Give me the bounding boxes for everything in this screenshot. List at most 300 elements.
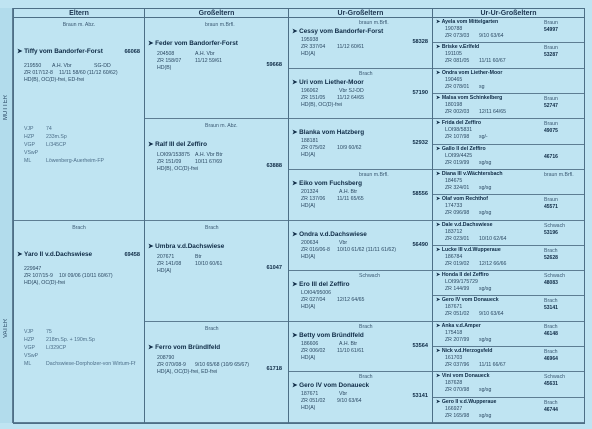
gggrandparent-dates: sg — [479, 83, 485, 90]
gggrandparent-name-text: Dale v.d.Dachswiese — [441, 221, 493, 228]
gggrandparent-name-text: Olaf vom Rechthof — [441, 196, 488, 203]
grandparent-name-text: Feder vom Bandorfer-Forst — [155, 40, 238, 47]
arrow-icon: ➤ — [292, 179, 298, 187]
grandparent-ahn: A.H. Vbr — [195, 51, 215, 57]
gggrandparent-name-text: Ayela vom Mittelgarten — [441, 19, 499, 25]
gggrandparent-stud: 52628 — [544, 254, 558, 261]
gggrandparent-stud: 53196 — [544, 229, 558, 236]
gggrandparent-dates: sg/sg — [479, 412, 492, 419]
gggrandparent-stud: 46716 — [544, 153, 558, 160]
arrow-icon: ➤ — [292, 230, 298, 238]
greatgrandparent-reg: LOI04/95006 — [301, 290, 331, 297]
grandparent-zr: ZR 158/07 — [157, 58, 182, 64]
grandparent-name — [148, 141, 207, 148]
header-grosseltern: Großeltern — [145, 9, 289, 18]
parent-ahn: A.H. Vbr — [52, 63, 72, 69]
mutter-label: MUTTER — [3, 95, 9, 121]
greatgrandparent-zr: ZR 006/02 — [301, 347, 326, 354]
greatgrandparent-stud: 57190 — [412, 89, 428, 96]
gggrandparent-dates: 11/11 66/67 — [479, 362, 506, 369]
greatgrandparent-hd: HD(A) — [301, 51, 316, 57]
gggrandparent-zr: ZR 144/99 — [445, 286, 470, 293]
parent-extra-key: VJP — [24, 328, 34, 335]
parent-reg: 229947 — [24, 265, 42, 272]
greatgrandparent-name — [292, 382, 369, 389]
header-ururgrosseltern: Ur-Ur-Großeltern — [433, 9, 584, 18]
gggrandparent-name — [436, 222, 492, 228]
greatgrandparent-hd: HD(A) — [301, 354, 316, 361]
gggrandparent-reg: 191105 — [445, 51, 462, 58]
greatgrandparent-dates: 11/12 64/65 — [337, 94, 365, 101]
greatgrandparent-reg: 186606 — [301, 340, 319, 347]
greatgrandparent-color: Schwach — [359, 273, 381, 280]
parents-column — [14, 18, 145, 423]
gggrandparent-cell — [433, 246, 584, 271]
gggrandparent-cell — [433, 69, 584, 94]
gggrandparent-zr: ZR 037/96 — [445, 362, 470, 369]
gggrandparent-cell — [433, 347, 584, 372]
arrow-icon: ➤ — [436, 145, 441, 152]
arrow-icon: ➤ — [148, 343, 154, 351]
arrow-icon: ➤ — [436, 398, 441, 405]
gggrandparent-name-text: Honda II del Zeffiro — [441, 272, 489, 279]
greatgrandparent-cell — [289, 69, 432, 120]
gggrandparent-dates: 9/10 63/64 — [479, 311, 504, 318]
parent-reg: 219550 — [24, 63, 42, 69]
greatgrandparent-reg: 188181 — [301, 138, 319, 145]
header-eltern: Eltern — [14, 9, 145, 18]
greatgrandparent-reg: 187671 — [301, 391, 319, 398]
greatgrandparent-reg: 200634 — [301, 239, 319, 246]
greatgrandparent-dates: 11/12 60/61 — [337, 44, 365, 50]
gggrandparent-stud: 48083 — [544, 280, 558, 287]
grandparent-color: Brach — [205, 325, 219, 332]
greatgrandparent-cell — [289, 322, 432, 373]
gggrandparent-name — [436, 95, 502, 101]
grandparent-cell — [145, 322, 288, 423]
greatgrandparent-cell — [289, 372, 432, 423]
greatgrandparent-dates: 9/10 63/64 — [337, 398, 362, 405]
parent-extra-key: HZP — [24, 134, 35, 140]
gggrandparent-reg: 166927 — [445, 405, 463, 412]
greatgrandparent-color: Brach — [359, 323, 373, 330]
arrow-icon: ➤ — [292, 78, 298, 86]
parent-extra-key: VSwP — [24, 150, 39, 156]
gggrandparent-zr: ZR 019/99 — [445, 159, 470, 166]
grandparent-hd: HD(B), OC(D)-frei — [157, 166, 199, 173]
gggrandparent-name — [436, 171, 503, 177]
gggrandparent-color: Schwach — [544, 222, 566, 229]
gggrandparent-zr: ZR 002/03 — [445, 108, 470, 115]
greatgrandparent-zr: ZR 075/02 — [301, 145, 326, 152]
gggrandparent-stud: 45631 — [544, 381, 558, 388]
gggrandparent-reg: 190465 — [445, 76, 463, 83]
side-strip — [0, 8, 13, 423]
greatgrandparent-zr: ZR 016/06-8 — [301, 246, 330, 253]
gggrandparent-reg: 190788 — [445, 26, 463, 32]
gggrandparent-reg: 161703 — [445, 355, 463, 362]
greatgrandparent-dates: 11/11 65/65 — [337, 195, 364, 202]
gggrandparent-name — [436, 120, 481, 126]
greatgrandparent-name-text: Betty vom Bründlfeld — [299, 331, 364, 339]
arrow-icon: ➤ — [436, 120, 441, 127]
parent-dates: 11/11 58/60 (11/12 60/62) — [59, 70, 118, 76]
arrow-icon: ➤ — [436, 170, 441, 177]
parent-name — [17, 251, 92, 258]
greatgrandparent-dates: 11/10 61/61 — [337, 347, 365, 354]
gggrandparent-color: braun m.Brfl. — [544, 171, 574, 178]
greatgrandparent-color: Brach — [359, 70, 373, 77]
greatgrandparent-name — [292, 79, 364, 86]
grandparent-name-text: Ferro vom Bründlfeld — [155, 343, 221, 351]
grandparent-zr: ZR 070/08-9 — [157, 361, 186, 368]
gggrandparent-cell — [433, 18, 584, 43]
grandparent-stud: 61718 — [266, 365, 282, 372]
gggrandparent-cell — [433, 322, 584, 347]
gggrandparent-zr: ZR 019/02 — [445, 260, 470, 267]
arrow-icon: ➤ — [148, 40, 154, 47]
gggrandparent-color: Braun — [544, 95, 558, 102]
gggrandparent-name — [436, 272, 489, 278]
gggrandparent-zr: ZR 023/01 — [445, 235, 470, 242]
parent-cell — [14, 18, 144, 221]
gggrandparent-cell — [433, 372, 584, 397]
header-urgrosseltern: Ur-Großeltern — [289, 9, 433, 18]
greatgrandparent-name-text: Eiko vom Fuchsberg — [299, 179, 362, 187]
grandparent-reg: 204508 — [157, 51, 175, 57]
greatgrandparent-name-text: Ero III del Zeffiro — [299, 281, 350, 289]
gggrandparent-name — [436, 146, 486, 152]
grandparent-zr: ZR 141/08 — [157, 260, 182, 267]
gggrandparent-stud: 46744 — [544, 406, 558, 413]
gggrandparent-zr: ZR 096/98 — [445, 210, 470, 217]
parent-name-text: Tiffy vom Bandorfer-Forst — [24, 48, 103, 55]
parent-extra-key: ML — [24, 158, 32, 164]
grandparent-hd: HD(A), OC(D)-frei, ED-frei — [157, 368, 218, 375]
gggrandparent-cell — [433, 296, 584, 321]
greatgrandparent-ahn: Vbr — [339, 239, 348, 246]
gggrandparent-color: Brach — [544, 399, 558, 406]
parent-score: SG-DD — [94, 63, 111, 69]
parent-stud: 66068 — [124, 49, 140, 55]
greatgrandparent-name — [292, 129, 364, 136]
arrow-icon: ➤ — [292, 382, 298, 390]
arrow-icon: ➤ — [17, 48, 23, 55]
gggrandparent-reg: 186784 — [445, 253, 463, 260]
grandparent-reg: 207671 — [157, 253, 175, 260]
parent-extra-key: VJP — [24, 126, 34, 132]
parent-extra-key: VGP — [24, 344, 35, 351]
gggrandparent-color: Brach — [544, 323, 558, 330]
gggrandparent-reg: LOI98/5831 — [445, 127, 473, 134]
gggrandparent-reg: LOI99/175729 — [445, 279, 478, 286]
gggrandparent-name-text: Gallo II del Zeffiro — [441, 145, 486, 152]
arrow-icon: ➤ — [436, 196, 441, 203]
gggrandparent-cell — [433, 221, 584, 246]
arrow-icon: ➤ — [292, 28, 298, 35]
grandparent-color: Brach — [205, 224, 219, 231]
greatgrandparent-reg: 196062 — [301, 87, 319, 94]
greatgrandparent-hd: HD(A) — [301, 304, 316, 311]
gggrandparent-dates: 10/10 62/64 — [479, 235, 507, 242]
greatgrandparent-color: Brach — [359, 374, 373, 381]
gggrandparent-name — [436, 297, 499, 303]
gggrandparent-reg: 175418 — [445, 329, 463, 336]
greatgrandparent-stud: 58556 — [412, 190, 428, 197]
greatgrandparent-name — [292, 180, 362, 187]
gggrandparent-name-text: Frida del Zeffiro — [441, 120, 482, 127]
arrow-icon: ➤ — [436, 348, 441, 355]
parent-zr: ZR 107/15-9 — [24, 272, 53, 279]
arrow-icon: ➤ — [436, 373, 441, 380]
gggrandparent-name-text: Anka v.d.Amper — [441, 322, 481, 329]
arrow-icon: ➤ — [436, 322, 441, 329]
gggrandparent-cell — [433, 43, 584, 68]
grandparent-stud: 59668 — [266, 62, 282, 68]
greatgrandparent-dates: 10/9 60/62 — [337, 145, 362, 152]
grandparent-name — [148, 243, 224, 250]
grandparent-dates: 10/11 67/69 — [195, 159, 223, 166]
parent-extra-val: Dachswiese-Dorpholzer-von Wirtum-Ff — [46, 360, 136, 367]
grandparent-ahn: Btr — [195, 253, 202, 260]
gggrandparent-stud: 53141 — [544, 305, 558, 312]
gggrandparent-name — [436, 323, 481, 329]
arrow-icon: ➤ — [436, 69, 441, 76]
arrow-icon: ➤ — [17, 250, 23, 258]
gggrandparent-stud: 52747 — [544, 102, 558, 109]
gggrandparent-name-text: Lucke III v.d.Wupperaue — [441, 246, 501, 253]
greatgrandparent-name-text: Blanka vom Hatzberg — [299, 129, 365, 137]
parent-zr: ZR 017/12-8 — [24, 70, 53, 76]
greatgrandparent-zr: ZR 051/02 — [301, 398, 326, 405]
grandparent-cell — [145, 221, 288, 322]
gggrandparent-dates: sg/sg — [479, 159, 492, 166]
pedigree-table — [13, 8, 585, 424]
gggrandparent-color: Schwach — [544, 374, 566, 381]
greatgrandparent-hd: HD(A) — [301, 253, 316, 260]
gggrandparent-dates: sg/sg — [479, 210, 492, 217]
gggrandparent-zr: ZR 070/98 — [445, 387, 470, 394]
greatgrandparent-reg: 195938 — [301, 37, 319, 43]
greatgrandparent-stud: 56490 — [412, 241, 428, 248]
gggrandparent-name — [436, 399, 496, 405]
greatgrandparent-name-text: Cessy vom Bandorfer-Forst — [299, 28, 384, 35]
gggrandparents-column — [433, 18, 584, 423]
grandparent-cell — [145, 119, 288, 220]
grandparent-cell — [145, 18, 288, 119]
greatgrandparent-ahn: Vbr — [339, 391, 348, 398]
gggrandparent-name — [436, 196, 488, 202]
gggrandparent-dates: 11/11 60/67 — [479, 58, 506, 65]
parent-name-text: Yaro II v.d.Dachswiese — [24, 250, 93, 258]
arrow-icon: ➤ — [292, 331, 298, 339]
greatgrandparent-hd: HD(A) — [301, 202, 316, 209]
gggrandparent-name — [436, 44, 479, 50]
greatgrandparent-cell — [289, 170, 432, 221]
gggrandparent-zr: ZR 324/01 — [445, 184, 470, 191]
greatgrandparent-dates: 12/12 64/65 — [337, 297, 365, 304]
greatgrandparent-dates: 10/10 61/62 (11/11 61/62) — [337, 246, 396, 253]
gggrandparent-reg: 174733 — [445, 203, 463, 210]
parent-hd: HD(B), OC(D)-frei, ED-frei — [24, 77, 85, 83]
gggrandparent-reg: LOI99/4425 — [445, 152, 473, 159]
gggrandparent-stud: 54997 — [544, 27, 558, 33]
grandparents-column — [145, 18, 289, 423]
arrow-icon: ➤ — [436, 272, 441, 279]
arrow-icon: ➤ — [436, 221, 441, 228]
parent-name — [17, 48, 103, 55]
greatgrandparent-ahn: A.H. Btr — [339, 340, 358, 347]
greatgrandparent-name-text: Uri vom Liether-Moor — [299, 78, 364, 86]
arrow-icon: ➤ — [436, 44, 441, 51]
gggrandparent-reg: 184675 — [445, 177, 463, 184]
gggrandparent-dates: sg/sg — [479, 184, 492, 191]
arrow-icon: ➤ — [148, 242, 154, 250]
gggrandparent-dates: sg/sg — [479, 336, 492, 343]
greatgrandparent-cell — [289, 271, 432, 322]
parent-stud: 69458 — [124, 251, 140, 258]
gggrandparent-reg: 187628 — [445, 380, 463, 387]
greatgrandparent-zr: ZR 137/06 — [301, 195, 326, 202]
gggrandparent-color: Schwach — [544, 273, 566, 280]
greatgrandparent-cell — [289, 119, 432, 170]
gggrandparent-zr: ZR 081/05 — [445, 58, 470, 65]
greatgrandparent-zr: ZR 337/04 — [301, 44, 326, 50]
greatgrandparent-stud: 53141 — [412, 393, 428, 400]
grandparent-zr: ZR 151/09 — [157, 159, 182, 166]
parent-extra-val: 233m.Sp — [46, 134, 67, 140]
greatgrandparent-hd: HD(A) — [301, 152, 316, 159]
gggrandparent-name-text: Diana III v.Wächtersbach — [441, 170, 503, 177]
parent-hd: HD(A), OC(D)-frei — [24, 279, 66, 286]
parent-extra-val: 218m.Sp. + 190m.Sp — [46, 336, 95, 343]
parent-extra-val: Löwenberg-Auerheim-FP — [46, 158, 104, 164]
gggrandparent-stud: 46148 — [544, 330, 558, 337]
gggrandparent-dates: 12/11 64/65 — [479, 108, 507, 115]
greatgrandparent-name — [292, 281, 350, 288]
gggrandparent-name — [436, 348, 492, 354]
gggrandparent-name — [436, 70, 502, 76]
parent-extra-key: VGP — [24, 142, 35, 148]
gggrandparent-name-text: Gero II v.d.Wupperaue — [441, 398, 497, 405]
gggrandparent-color: Brach — [544, 298, 558, 305]
arrow-icon: ➤ — [436, 19, 441, 25]
parent-cell — [14, 221, 144, 424]
greatgrandparent-ahn: A.H. Btr — [339, 188, 358, 195]
arrow-icon: ➤ — [148, 141, 154, 149]
grandparent-dates: 10/10 60/61 — [195, 260, 223, 267]
gggrandparent-color: Braun — [544, 121, 558, 128]
grandparent-name-text: Ralf III del Zeffiro — [155, 141, 207, 149]
grandparent-color: braun m.Brfl. — [205, 22, 235, 28]
gggrandparent-name — [436, 373, 490, 379]
greatgrandparent-ahn: Vbr SJ-DD — [339, 87, 364, 94]
gggrandparent-dates: 9/10 63/64 — [479, 33, 504, 39]
gggrandparent-cell — [433, 94, 584, 119]
grandparent-stud: 61047 — [266, 264, 282, 271]
greatgrandparent-name-text: Gero IV vom Donaueck — [299, 382, 370, 390]
gggrandparent-name-text: Briske v.Erlfeld — [441, 44, 480, 51]
parent-extra-key: HZP — [24, 336, 35, 343]
greatgrandparent-reg: 201324 — [301, 188, 319, 195]
gggrandparent-cell — [433, 195, 584, 220]
gggrandparent-name — [436, 247, 501, 253]
gggrandparent-color: Brach — [544, 349, 558, 356]
gggrandparent-color: Brach — [544, 247, 558, 254]
gggrandparent-zr: ZR 078/01 — [445, 83, 470, 90]
greatgrandparent-zr: ZR 151/05 — [301, 94, 326, 101]
gggrandparent-dates: 12/12 66/66 — [479, 260, 507, 267]
gggrandparent-name-text: Gero IV vom Donaueck — [441, 297, 499, 304]
greatgrandparent-cell — [289, 18, 432, 69]
gggrandparent-color: Braun — [544, 197, 558, 204]
greatgrandparent-hd: HD(A) — [301, 405, 316, 412]
gggrandparent-cell — [433, 271, 584, 296]
gggrandparent-color: Braun — [544, 45, 558, 52]
gggrandparent-name-text: Ondra vom Liether-Moor — [441, 69, 503, 76]
gggrandparent-stud: 46964 — [544, 356, 558, 363]
gggrandparent-dates: sg/sg — [479, 387, 492, 394]
gggrandparent-cell — [433, 119, 584, 144]
gggrandparent-dates: sg/- — [479, 134, 488, 141]
parent-extra-val: 74 — [46, 126, 52, 132]
grandparent-hd: HD(B) — [157, 65, 172, 71]
gggrandparent-reg: 187671 — [445, 304, 463, 311]
grandparent-stud: 63888 — [266, 163, 282, 170]
parent-dates: 10/ 09/06 (10/11 60/67) — [59, 272, 113, 279]
greatgrandparent-name — [292, 332, 364, 339]
gggrandparent-cell — [433, 170, 584, 195]
greatgrandparent-stud: 52932 — [412, 140, 428, 147]
greatgrandparent-hd: HD(B), OC(D)-frei — [301, 101, 343, 108]
greatgrandparent-zr: ZR 027/04 — [301, 297, 326, 304]
parent-color: Braun m. Abz. — [62, 22, 96, 28]
gggrandparent-stud: 49075 — [544, 128, 558, 135]
greatgrandparent-stud: 58328 — [412, 39, 428, 45]
greatgrandparent-color: braun m.Brfl. — [359, 20, 389, 26]
gggrandparent-cell — [433, 398, 584, 423]
parent-extra-key: ML — [24, 360, 32, 367]
gggrandparent-cell — [433, 145, 584, 170]
greatgrandparents-column — [289, 18, 433, 423]
arrow-icon: ➤ — [292, 129, 298, 137]
gggrandparent-zr: ZR 073/03 — [445, 33, 470, 39]
gggrandparent-reg: 180198 — [445, 101, 463, 108]
greatgrandparent-stud: 53564 — [412, 342, 428, 349]
arrow-icon: ➤ — [436, 94, 441, 101]
gggrandparent-name-text: Nick v.d.Herzogsfeld — [441, 348, 493, 355]
greatgrandparent-name — [292, 28, 383, 35]
arrow-icon: ➤ — [436, 246, 441, 253]
gggrandparent-reg: 183712 — [445, 228, 463, 235]
parent-color: Brach — [72, 224, 86, 231]
greatgrandparent-name-text: Ondra v.d.Dachswiese — [299, 230, 367, 238]
gggrandparent-zr: ZR 165/98 — [445, 412, 470, 419]
grandparent-ahn: A.H. Vbr Btr — [195, 152, 223, 159]
gggrandparent-zr: ZR 051/02 — [445, 311, 470, 318]
vater-label: VATER — [3, 318, 9, 338]
grandparent-name-text: Umbra v.d.Dachswiese — [155, 242, 225, 250]
grandparent-dates: 11/12 59/61 — [195, 58, 223, 64]
parent-extra-val: 75 — [46, 328, 52, 335]
grandparent-name — [148, 344, 220, 351]
gggrandparent-zr: ZR 207/99 — [445, 336, 470, 343]
grandparent-hd: HD(A) — [157, 267, 172, 274]
greatgrandparent-name — [292, 231, 367, 238]
gggrandparent-stud: 53287 — [544, 52, 558, 59]
gggrandparent-name-text: Vini vom Donaueck — [441, 373, 490, 380]
gggrandparent-zr: ZR 107/98 — [445, 134, 470, 141]
